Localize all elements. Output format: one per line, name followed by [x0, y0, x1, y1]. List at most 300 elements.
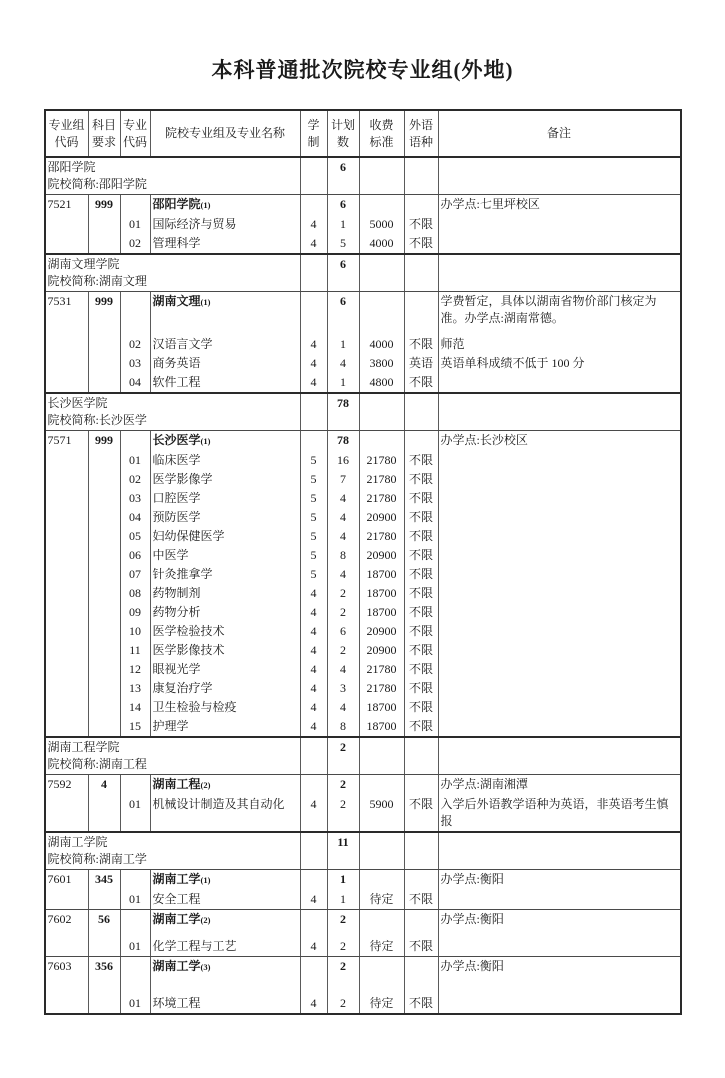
header-label: 要求	[91, 134, 116, 149]
subject-requirement-cell	[89, 565, 121, 584]
fee-cell	[360, 394, 405, 430]
subject-requirement-cell	[89, 234, 121, 253]
years-cell: 4	[301, 603, 328, 622]
language-cell: 不限	[405, 641, 439, 660]
group-name: 湖南文理	[152, 294, 201, 308]
header-label: 外语	[408, 117, 433, 132]
fee-cell: 18700	[360, 565, 405, 584]
fee-cell	[360, 957, 405, 977]
remark-cell	[439, 833, 680, 869]
years-cell	[301, 394, 328, 430]
remark-cell	[439, 565, 680, 584]
institution-cell	[46, 158, 301, 194]
name-cell	[151, 470, 301, 489]
fee-cell: 4800	[360, 373, 405, 392]
major-code-cell	[121, 957, 151, 977]
remark-cell	[439, 641, 680, 660]
fee-cell: 21780	[360, 527, 405, 546]
years-cell: 4	[301, 660, 328, 679]
header-label: 备注	[546, 126, 571, 140]
major-row	[46, 546, 680, 565]
group-header-row	[46, 870, 680, 890]
group-code-cell: 7601	[46, 870, 89, 890]
language-cell: 不限	[405, 373, 439, 392]
major-name: 化学工程与工艺	[152, 939, 237, 953]
fee-cell: 21780	[360, 470, 405, 489]
major-row	[46, 717, 680, 736]
plan-total-cell: 6	[328, 158, 360, 194]
group-sequence-number: (2)	[200, 915, 211, 925]
major-name: 妇幼保健医学	[152, 529, 225, 543]
institution-name: 邵阳学院	[47, 160, 96, 174]
group-name: 邵阳学院	[152, 197, 201, 211]
language-cell	[405, 195, 439, 215]
group-code-cell	[46, 622, 89, 641]
subject-requirement-cell	[89, 679, 121, 698]
remark-cell: 学费暂定，具体以湖南省物价部门核定为准。办学点:湖南常德。	[440, 294, 657, 325]
group-code-cell	[46, 215, 89, 234]
remark-cell	[439, 660, 680, 679]
fee-cell	[360, 158, 405, 194]
plan-cell: 8	[328, 546, 360, 565]
major-name: 药物分析	[152, 605, 201, 619]
language-cell: 不限	[405, 890, 439, 909]
subject-requirement-cell: 999	[89, 292, 121, 328]
institution-section	[46, 392, 680, 430]
name-cell	[151, 508, 301, 527]
remark-cell: 办学点:七里坪校区	[440, 197, 540, 211]
major-code-cell: 01	[121, 977, 151, 1013]
years-cell: 5	[301, 527, 328, 546]
name-cell	[151, 910, 301, 930]
institution-row	[46, 738, 680, 774]
major-code-cell: 01	[121, 795, 151, 831]
major-row	[46, 603, 680, 622]
header-label: 院校专业组及专业名称	[164, 126, 285, 140]
major-code-cell: 09	[121, 603, 151, 622]
group-section	[46, 430, 680, 736]
group-header-row	[46, 292, 680, 328]
header-label: 科目	[91, 117, 116, 132]
major-name: 安全工程	[152, 892, 201, 906]
name-cell	[151, 698, 301, 717]
major-name: 药物制剂	[152, 586, 201, 600]
major-code-cell: 04	[121, 373, 151, 392]
language-cell	[405, 910, 439, 930]
major-row	[46, 565, 680, 584]
institution-short-name: 院校简称:邵阳学院	[47, 177, 147, 191]
plan-cell: 4	[328, 527, 360, 546]
language-cell: 不限	[405, 489, 439, 508]
institution-cell	[46, 255, 301, 291]
plan-cell: 4	[328, 489, 360, 508]
major-name: 护理学	[152, 719, 189, 733]
years-cell: 4	[301, 584, 328, 603]
group-code-cell	[46, 546, 89, 565]
institution-short-name: 院校简称:湖南工程	[47, 757, 147, 771]
plan-total-cell: 6	[328, 255, 360, 291]
major-code-cell: 07	[121, 565, 151, 584]
group-sequence-number: (3)	[200, 962, 211, 972]
institution-name: 湖南工程学院	[47, 740, 120, 754]
years-cell: 4	[301, 328, 328, 354]
major-row	[46, 489, 680, 508]
plan-cell: 1	[328, 215, 360, 234]
remark-cell: 师范	[440, 337, 465, 351]
subject-requirement-cell	[89, 584, 121, 603]
name-cell	[151, 977, 301, 1013]
major-row	[46, 328, 680, 354]
header-years	[301, 111, 328, 156]
years-cell	[301, 957, 328, 977]
plan-cell: 6	[328, 622, 360, 641]
header-remark	[439, 111, 680, 156]
group-sequence-number: (1)	[200, 875, 211, 885]
name-cell	[151, 546, 301, 565]
fee-cell: 18700	[360, 584, 405, 603]
name-cell	[151, 234, 301, 253]
institution-row	[46, 394, 680, 430]
name-cell	[151, 195, 301, 215]
remark-cell	[439, 508, 680, 527]
group-code-cell: 7603	[46, 957, 89, 977]
language-cell: 不限	[405, 508, 439, 527]
remark-cell	[439, 394, 680, 430]
major-code-cell: 01	[121, 215, 151, 234]
remark-cell	[439, 977, 680, 1013]
plan-cell: 6	[328, 195, 360, 215]
subject-requirement-cell	[89, 527, 121, 546]
remark-cell: 入学后外语教学语种为英语，非英语考生慎报	[440, 797, 669, 828]
major-row	[46, 234, 680, 253]
fee-cell	[360, 738, 405, 774]
group-code-cell	[46, 603, 89, 622]
major-name: 软件工程	[152, 375, 201, 389]
subject-requirement-cell	[89, 603, 121, 622]
years-cell	[301, 775, 328, 795]
remark-cell	[439, 527, 680, 546]
major-code-cell: 06	[121, 546, 151, 565]
remark-cell	[439, 679, 680, 698]
group-code-cell: 7592	[46, 775, 89, 795]
major-name: 卫生检验与检疫	[152, 700, 237, 714]
group-header-row	[46, 910, 680, 930]
major-row	[46, 527, 680, 546]
plan-cell: 2	[328, 910, 360, 930]
major-code-cell: 02	[121, 234, 151, 253]
subject-requirement-cell	[89, 890, 121, 909]
plan-cell: 4	[328, 354, 360, 373]
years-cell: 4	[301, 641, 328, 660]
name-cell	[151, 679, 301, 698]
subject-requirement-cell	[89, 698, 121, 717]
fee-cell: 20900	[360, 641, 405, 660]
header-plan	[328, 111, 360, 156]
language-cell	[405, 394, 439, 430]
name-cell	[151, 354, 301, 373]
language-cell: 英语	[405, 354, 439, 373]
major-code-cell: 04	[121, 508, 151, 527]
name-cell	[151, 451, 301, 470]
group-code-cell	[46, 679, 89, 698]
fee-cell: 3800	[360, 354, 405, 373]
major-code-cell: 08	[121, 584, 151, 603]
group-code-cell	[46, 890, 89, 909]
fee-cell: 5000	[360, 215, 405, 234]
subject-requirement-cell	[89, 717, 121, 736]
major-code-cell: 02	[121, 328, 151, 354]
subject-requirement-cell	[89, 451, 121, 470]
remark-cell	[439, 373, 680, 392]
plan-cell: 8	[328, 717, 360, 736]
fee-cell: 待定	[360, 890, 405, 909]
institution-section	[46, 736, 680, 774]
name-cell	[151, 641, 301, 660]
major-row	[46, 641, 680, 660]
group-name: 湖南工学	[152, 872, 201, 886]
fee-cell: 21780	[360, 679, 405, 698]
major-name: 康复治疗学	[152, 681, 213, 695]
header-label: 制	[307, 134, 320, 149]
group-section	[46, 869, 680, 909]
years-cell: 4	[301, 215, 328, 234]
group-code-cell	[46, 508, 89, 527]
header-group-code	[46, 111, 89, 156]
fee-cell	[360, 775, 405, 795]
institution-name: 湖南工学院	[47, 835, 108, 849]
group-code-cell	[46, 795, 89, 831]
years-cell: 4	[301, 795, 328, 831]
name-cell	[151, 890, 301, 909]
subject-requirement-cell	[89, 489, 121, 508]
plan-cell: 3	[328, 679, 360, 698]
major-row	[46, 698, 680, 717]
plan-cell: 4	[328, 565, 360, 584]
name-cell	[151, 328, 301, 354]
institution-row	[46, 158, 680, 194]
group-name: 长沙医学	[152, 433, 201, 447]
group-header-row	[46, 957, 680, 977]
group-sequence-number: (1)	[200, 436, 211, 446]
fee-cell	[360, 255, 405, 291]
years-cell: 5	[301, 451, 328, 470]
major-name: 中医学	[152, 548, 189, 562]
major-code-cell: 15	[121, 717, 151, 736]
language-cell: 不限	[405, 328, 439, 354]
header-label: 计划	[330, 117, 355, 132]
major-row	[46, 977, 680, 1013]
language-cell: 不限	[405, 451, 439, 470]
years-cell: 4	[301, 930, 328, 956]
years-cell: 4	[301, 977, 328, 1013]
language-cell: 不限	[405, 215, 439, 234]
major-row	[46, 451, 680, 470]
header-label: 收费	[369, 117, 394, 132]
name-cell	[151, 930, 301, 956]
group-code-cell	[46, 660, 89, 679]
language-cell: 不限	[405, 546, 439, 565]
subject-requirement-cell	[89, 328, 121, 354]
major-code-cell	[121, 431, 151, 451]
major-code-cell	[121, 292, 151, 328]
header-label: 代码	[122, 134, 147, 149]
group-section	[46, 909, 680, 956]
fee-cell: 20900	[360, 622, 405, 641]
fee-cell: 20900	[360, 508, 405, 527]
subject-requirement-cell	[89, 546, 121, 565]
years-cell: 4	[301, 622, 328, 641]
major-row	[46, 622, 680, 641]
language-cell	[405, 957, 439, 977]
plan-cell: 1	[328, 870, 360, 890]
subject-requirement-cell	[89, 470, 121, 489]
group-header-row	[46, 195, 680, 215]
major-row	[46, 373, 680, 392]
group-code-cell	[46, 717, 89, 736]
language-cell: 不限	[405, 679, 439, 698]
major-code-cell	[121, 195, 151, 215]
years-cell	[301, 738, 328, 774]
major-name: 汉语言文学	[152, 337, 213, 351]
group-section	[46, 774, 680, 831]
header-subject-req	[89, 111, 121, 156]
subject-requirement-cell	[89, 622, 121, 641]
language-cell: 不限	[405, 527, 439, 546]
years-cell	[301, 158, 328, 194]
plan-total-cell: 2	[328, 738, 360, 774]
group-sequence-number: (1)	[200, 200, 211, 210]
group-code-cell	[46, 698, 89, 717]
fee-cell	[360, 870, 405, 890]
language-cell	[405, 431, 439, 451]
name-cell	[151, 373, 301, 392]
plan-total-cell: 78	[328, 394, 360, 430]
language-cell: 不限	[405, 930, 439, 956]
plan-cell: 2	[328, 930, 360, 956]
name-cell	[151, 775, 301, 795]
name-cell	[151, 622, 301, 641]
group-section	[46, 956, 680, 1013]
years-cell: 5	[301, 508, 328, 527]
group-code-cell: 7602	[46, 910, 89, 930]
language-cell: 不限	[405, 603, 439, 622]
language-cell: 不限	[405, 565, 439, 584]
years-cell	[301, 910, 328, 930]
language-cell: 不限	[405, 234, 439, 253]
language-cell	[405, 833, 439, 869]
institution-name: 长沙医学院	[47, 396, 108, 410]
major-code-cell: 01	[121, 451, 151, 470]
language-cell	[405, 870, 439, 890]
header-label: 专业组	[48, 117, 85, 132]
name-cell	[151, 215, 301, 234]
subject-requirement-cell	[89, 930, 121, 956]
header-major-code	[121, 111, 151, 156]
major-name: 医学影像学	[152, 472, 213, 486]
plan-cell: 1	[328, 890, 360, 909]
language-cell: 不限	[405, 717, 439, 736]
plan-cell: 4	[328, 660, 360, 679]
major-row	[46, 354, 680, 373]
name-cell	[151, 603, 301, 622]
group-header-row	[46, 775, 680, 795]
major-code-cell	[121, 775, 151, 795]
group-code-cell	[46, 641, 89, 660]
major-row	[46, 215, 680, 234]
major-code-cell: 05	[121, 527, 151, 546]
language-cell	[405, 738, 439, 774]
institution-short-name: 院校简称:湖南工学	[47, 852, 147, 866]
fee-cell: 18700	[360, 603, 405, 622]
group-section	[46, 194, 680, 253]
years-cell: 5	[301, 489, 328, 508]
group-sequence-number: (2)	[200, 780, 211, 790]
major-name: 针灸推拿学	[152, 567, 213, 581]
subject-requirement-cell	[89, 508, 121, 527]
major-code-cell	[121, 910, 151, 930]
plan-cell: 2	[328, 603, 360, 622]
header-label: 专业	[122, 117, 147, 132]
subject-requirement-cell	[89, 215, 121, 234]
group-code-cell	[46, 584, 89, 603]
years-cell	[301, 431, 328, 451]
subject-requirement-cell	[89, 795, 121, 831]
header-fee	[360, 111, 405, 156]
remark-cell	[439, 255, 680, 291]
name-cell	[151, 565, 301, 584]
group-code-cell	[46, 565, 89, 584]
name-cell	[151, 584, 301, 603]
years-cell	[301, 870, 328, 890]
header-label: 数	[336, 134, 349, 149]
subject-requirement-cell: 4	[89, 775, 121, 795]
years-cell	[301, 292, 328, 328]
major-name: 商务英语	[152, 356, 201, 370]
group-name: 湖南工程	[152, 777, 201, 791]
major-row	[46, 584, 680, 603]
group-section	[46, 291, 680, 392]
major-code-cell: 12	[121, 660, 151, 679]
language-cell: 不限	[405, 584, 439, 603]
language-cell: 不限	[405, 977, 439, 1013]
plan-cell: 2	[328, 584, 360, 603]
fee-cell	[360, 431, 405, 451]
group-code-cell	[46, 451, 89, 470]
group-code-cell: 7521	[46, 195, 89, 215]
header-label: 学	[307, 117, 320, 132]
remark-cell	[439, 546, 680, 565]
plan-cell: 2	[328, 977, 360, 1013]
language-cell	[405, 775, 439, 795]
language-cell: 不限	[405, 698, 439, 717]
institution-row	[46, 255, 680, 291]
group-code-cell	[46, 234, 89, 253]
plan-cell: 78	[328, 431, 360, 451]
remark-cell	[439, 622, 680, 641]
fee-cell	[360, 833, 405, 869]
group-code-cell	[46, 373, 89, 392]
remark-cell	[439, 738, 680, 774]
major-row	[46, 660, 680, 679]
remark-cell	[439, 234, 680, 253]
language-cell: 不限	[405, 660, 439, 679]
remark-cell	[439, 489, 680, 508]
years-cell: 4	[301, 354, 328, 373]
major-code-cell: 11	[121, 641, 151, 660]
name-cell	[151, 795, 301, 831]
years-cell: 4	[301, 234, 328, 253]
remark-cell: 办学点:衡阳	[440, 912, 504, 926]
